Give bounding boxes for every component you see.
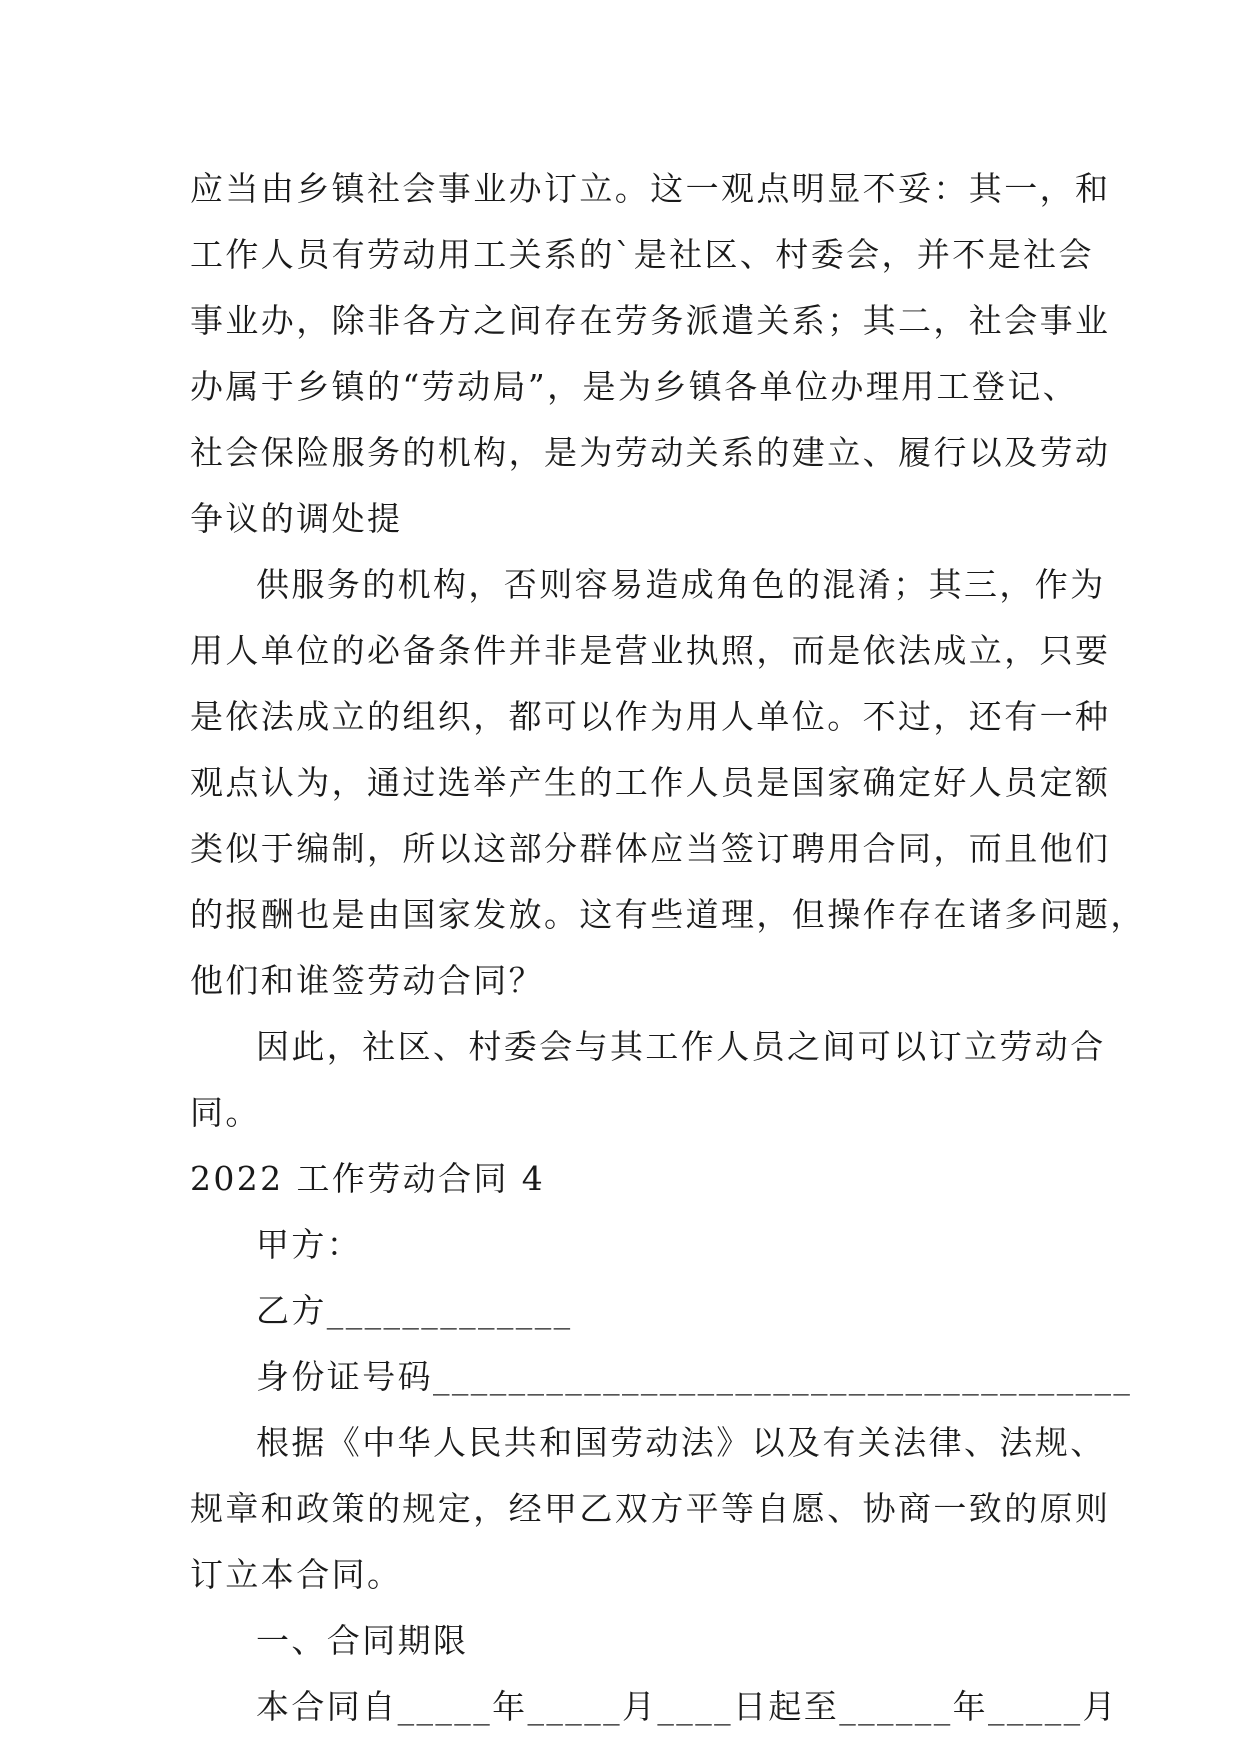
party-a-label: 甲方： (256, 1225, 363, 1264)
text-line: 因此，社区、村委会与其工作人员之间可以订立劳动合 (256, 1027, 1106, 1066)
text-line: 供服务的机构，否则容易造成角色的混淆；其三，作为 (256, 565, 1106, 604)
text-line: 事业办，除非各方之间存在劳务派遣关系；其二，社会事业 (190, 301, 1111, 340)
text-line: 的报酬也是由国家发放。这有些道理，但操作存在诸多问题， (190, 895, 1146, 934)
text-line: 同。 (190, 1093, 261, 1132)
text-line: 观点认为，通过选举产生的工作人员是国家确定好人员定额 (190, 763, 1111, 802)
text-line: 应当由乡镇社会事业办订立。这一观点明显不妥：其一，和 (190, 169, 1111, 208)
section-heading: 2022 工作劳动合同 4 (190, 1159, 546, 1198)
text-line: 工作人员有劳动用工关系的`是社区、村委会，并不是社会 (190, 235, 1094, 274)
text-line: 订立本合同。 (190, 1555, 403, 1594)
text-line: 争议的调处提 (190, 499, 403, 538)
id-number-field: 身份证号码_____________________________________ (256, 1357, 1133, 1396)
party-b-field: 乙方_____________ (256, 1291, 573, 1330)
text-line: 社会保险服务的机构，是为劳动关系的建立、履行以及劳动 (190, 433, 1111, 472)
text-line: 规章和政策的规定，经甲乙双方平等自愿、协商一致的原则 (190, 1489, 1111, 1528)
text-line: 办属于乡镇的“劳动局”，是为乡镇各单位办理用工登记、 (190, 367, 1079, 406)
document-body (190, 156, 1146, 1740)
text-line: 他们和谁签劳动合同？ (190, 961, 544, 1000)
text-line: 用人单位的必备条件并非是营业执照，而是依法成立，只要 (190, 631, 1111, 670)
text-line: 是依法成立的组织，都可以作为用人单位。不过，还有一种 (190, 697, 1111, 736)
contract-term-field: 本合同自_____年_____月____日起至______年_____月 (256, 1687, 1118, 1726)
text-line: 类似于编制，所以这部分群体应当签订聘用合同，而且他们 (190, 829, 1111, 868)
clause-heading: 一、合同期限 (256, 1621, 469, 1660)
text-line: 根据《中华人民共和国劳动法》以及有关法律、法规、 (256, 1423, 1106, 1462)
